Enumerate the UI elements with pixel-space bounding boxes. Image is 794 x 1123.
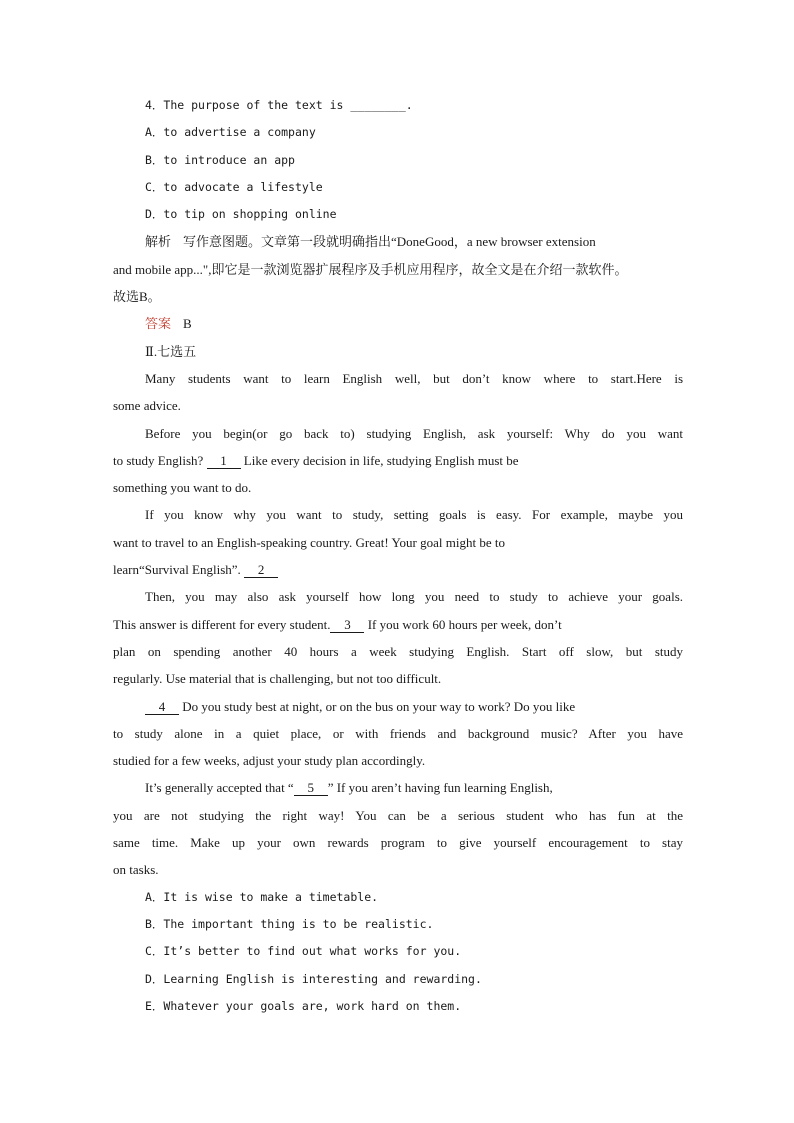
choice-e: E．Whatever your goals are, work hard on them.: [145, 998, 462, 1013]
passage-p1-line-2: some advice.: [113, 398, 181, 414]
passage-p4-line-2: [113, 611, 683, 638]
passage-text: Like every decision in life, studying English must be: [240, 452, 519, 468]
document-page: [113, 92, 683, 1020]
section-heading: Ⅱ.七选五: [145, 343, 197, 359]
passage-text: ” If you aren’t having fun learning English,: [327, 780, 553, 796]
passage-p5-line-1: [113, 693, 683, 720]
q4-analysis-line-2: and mobile app...",即它是一款浏览器扩展程序及手机应用程序，故全文是在介绍一款软件。: [113, 261, 628, 277]
blank-3: 3: [330, 618, 364, 633]
passage-p6-line-4: on tasks.: [113, 862, 159, 878]
choice-a: A．It is wise to make a timetable.: [145, 889, 379, 904]
passage-p6-line-1: [113, 774, 683, 801]
answer-value: B: [183, 316, 192, 332]
passage-p4-line-4: regularly. Use material that is challenging, but not too difficult.: [113, 671, 442, 687]
passage-p5-line-2: to study alone in a quiet place, or with friends and background music? After you have: [113, 725, 683, 741]
passage-p5-line-3: studied for a few weeks, adjust your study plan accordingly.: [113, 753, 426, 769]
passage-text: If you work 60 hours per week, don’t: [364, 616, 562, 632]
passage-p4-line-3: plan on spending another 40 hours a week studying English. Start off slow, but study: [113, 643, 683, 659]
q4-option-a: A．to advertise a company: [145, 125, 316, 140]
q4-analysis-line-1: [113, 228, 683, 255]
analysis-label: 解析: [145, 234, 172, 250]
passage-p3-line-3: [113, 556, 683, 583]
passage-text: learn“Survival English”.: [113, 562, 245, 578]
passage-p6-line-2: you are not studying the right way! You can be a serious student who has fun at the: [113, 807, 683, 823]
passage-p2-line-3: something you want to do.: [113, 480, 252, 496]
passage-p4-line-1: Then, you may also ask yourself how long you need to study to achieve your goals.: [145, 589, 683, 605]
blank-5: 5: [294, 781, 328, 796]
blank-2: 2: [244, 563, 278, 578]
passage-text: to study English?: [113, 452, 207, 468]
q4-analysis-line-3: 故选B。: [113, 289, 161, 305]
passage-p3-line-2: want to travel to an English-speaking country. Great! Your goal might be to: [113, 534, 505, 550]
question-4-stem: 4．The purpose of the text is ________.: [145, 98, 413, 112]
q4-answer: [113, 310, 683, 337]
choice-d: D．Learning English is interesting and rewarding.: [145, 971, 482, 986]
passage-p6-line-3: same time. Make up your own rewards program to give yourself encouragement to stay: [113, 835, 683, 851]
q4-option-d: D．to tip on shopping online: [145, 207, 337, 222]
passage-p3-line-1: If you know why you want to study, setting goals is easy. For example, maybe you: [145, 507, 683, 523]
choice-c: C．It’s better to find out what works for you.: [145, 944, 462, 959]
answer-label: 答案: [145, 316, 172, 332]
passage-p1-line-1: Many students want to learn English well, but don’t know where to start.Here is: [145, 370, 683, 386]
blank-1: 1: [207, 454, 241, 469]
analysis-text-1: 写作意图题。文章第一段就明确指出“DoneGood，a new browser extension: [183, 234, 596, 250]
q4-option-b: B．to introduce an app: [145, 152, 295, 167]
q4-option-c: C．to advocate a lifestyle: [145, 179, 323, 194]
choice-b: B．The important thing is to be realistic.: [145, 916, 434, 931]
passage-text: This answer is different for every student.: [113, 616, 331, 632]
passage-text: Do you study best at night, or on the bus on your way to work? Do you like: [179, 698, 576, 714]
passage-p2-line-1: Before you begin(or go back to) studying English, ask yourself: Why do you want: [145, 425, 683, 441]
passage-text: It’s generally accepted that “: [145, 780, 294, 796]
blank-4: 4: [145, 700, 179, 715]
passage-p2-line-2: [113, 447, 683, 474]
